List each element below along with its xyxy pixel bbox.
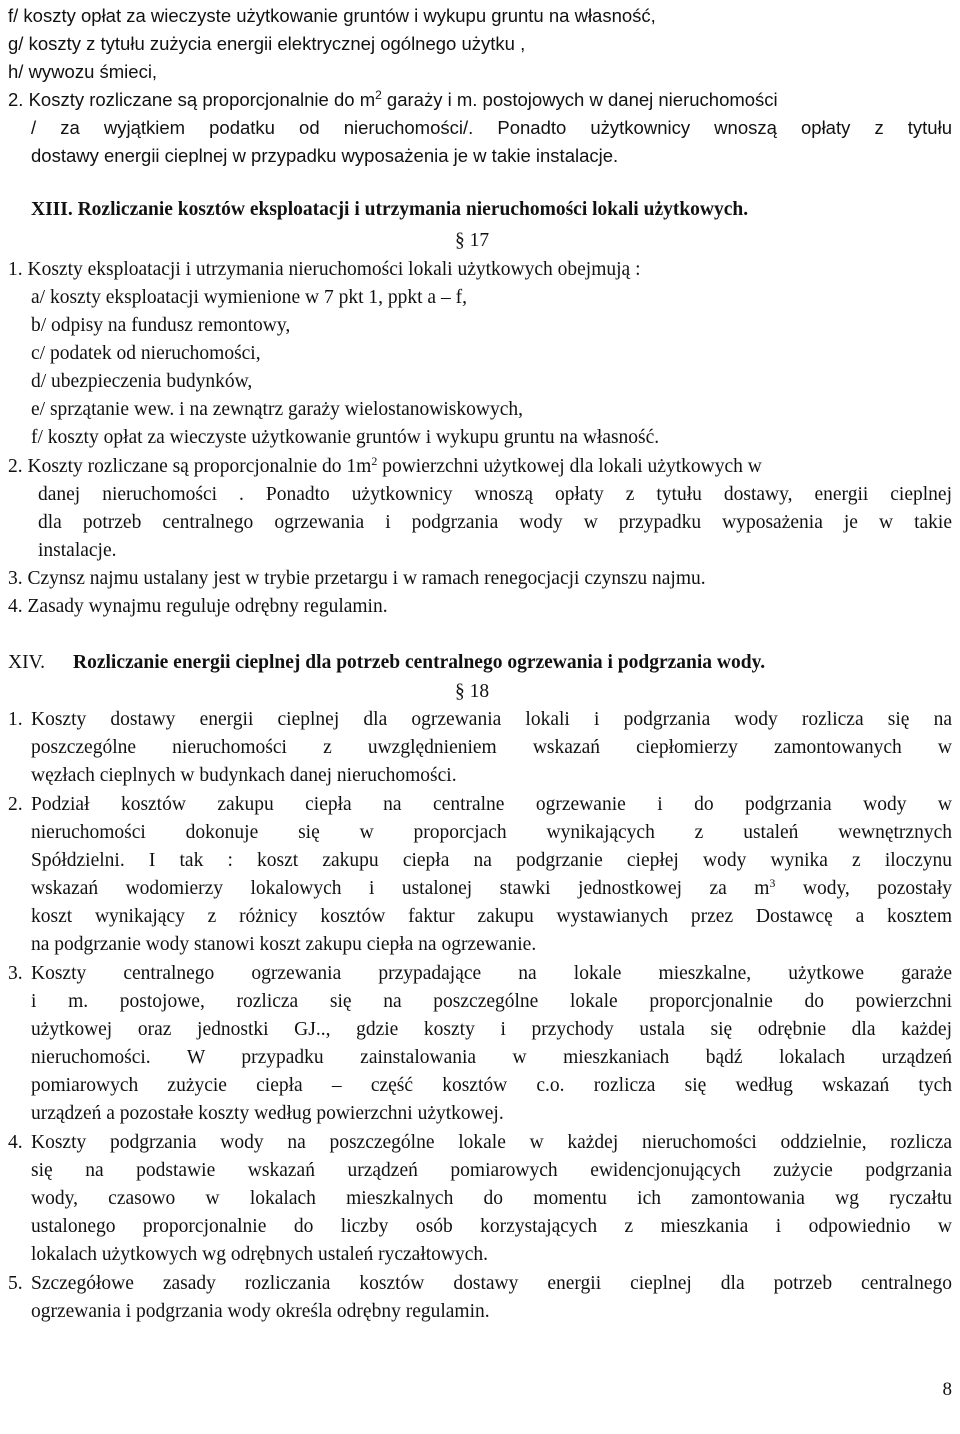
text-line: Koszty centralnego ogrzewania przypadające na lokale mieszkalne, użytkowe garaże: [31, 963, 952, 984]
text-line: Spółdzielni. I tak : koszt zakupu ciepła na podgrzanie ciepłej wody wynika z iloczynu: [31, 850, 952, 871]
section-number: XIV.: [8, 652, 46, 673]
text-line: / za wyjątkiem podatku od nieruchomości/. Ponadto użytkownicy wnoszą opłaty z tytułu: [31, 117, 952, 138]
list-item: [0, 791, 960, 819]
text-line: użytkowej oraz jednostki GJ.., gdzie koszty i przychody ustala się odrębnie dla każdej: [31, 1019, 952, 1040]
item-label: 4.: [8, 1132, 23, 1153]
text-fragment: garaży i m. postojowych w danej nieruchomości: [381, 89, 778, 110]
text-line: nieruchomości dokonuje się w proporcjach wynikających z ustaleń wewnętrznych: [31, 822, 952, 843]
text-line: i m. postojowe, rozlicza się na poszczególne lokale proporcjonalnie do powierzchni: [31, 991, 952, 1012]
text-line: poszczególne nieruchomości z uwzględnieniem wskazań ciepłomierzy zamontowanych w: [31, 737, 952, 758]
text-line: nieruchomości. W przypadku zainstalowania w mieszkaniach bądź lokalach urządzeń: [31, 1047, 952, 1068]
text-line: pomiarowych zużycie ciepła – część kosztów c.o. rozlicza się według wskazań tych: [31, 1075, 952, 1096]
text-line: urządzeń a pozostałe koszty według powierzchni użytkowej.: [31, 1103, 504, 1124]
paragraph-number: § 17: [455, 230, 490, 251]
list-item: e/ sprzątanie wew. i na zewnątrz garaży wielostanowiskowych,: [31, 399, 523, 420]
text-line: ustalonego proporcjonalnie do liczby osób korzystających z mieszkania i odpowiednio w: [31, 1216, 952, 1237]
text-line: danej nieruchomości . Ponadto użytkownicy wnoszą opłaty z tytułu dostawy, energii cieplnej: [38, 484, 952, 505]
text-line: Koszty dostawy energii cieplnej dla ogrzewania lokali i podgrzania wody rozlicza się na: [31, 709, 952, 730]
list-item: d/ ubezpieczenia budynków,: [31, 371, 253, 392]
page-number: 8: [942, 1379, 952, 1400]
text-line: węzłach cieplnych w budynkach danej nieruchomości.: [31, 765, 457, 786]
text-line: Koszty podgrzania wody na poszczególne lokale w każdej nieruchomości oddzielnie, rozlicza: [31, 1132, 952, 1153]
text-line: koszt wynikający z różnicy kosztów faktur zakupu wystawianych przez Dostawcę a kosztem: [31, 906, 952, 927]
text-line: h/ wywozu śmieci,: [8, 61, 158, 82]
section-heading: Rozliczanie energii cieplnej dla potrzeb centralnego ogrzewania i podgrzania wody.: [73, 652, 766, 673]
list-item: c/ podatek od nieruchomości,: [31, 343, 261, 364]
item-label: 5.: [8, 1273, 23, 1294]
text-fragment: 2. Koszty rozliczane są proporcjonalnie do 1m: [8, 456, 372, 477]
text-line: ogrzewania i podgrzania wody określa odrębny regulamin.: [31, 1301, 490, 1322]
text-line: na podgrzanie wody stanowi koszt zakupu ciepła na ogrzewanie.: [31, 934, 537, 955]
superscript: 3: [769, 876, 776, 890]
text-line: [31, 875, 952, 903]
text-fragment: 2. Koszty rozliczane są proporcjonalnie do m: [8, 89, 376, 110]
text-line: 4. Zasady wynajmu reguluje odrębny regulamin.: [8, 596, 388, 617]
item-label: 1.: [8, 709, 23, 730]
text-fragment: wody, pozostały: [775, 878, 952, 899]
list-item: b/ odpisy na fundusz remontowy,: [31, 315, 291, 336]
item-label: 3.: [8, 963, 23, 984]
list-item: [0, 1270, 960, 1298]
text-line: 1. Koszty eksploatacji i utrzymania nieruchomości lokali użytkowych obejmują :: [8, 259, 641, 280]
text-line: [8, 86, 778, 114]
text-line: g/ koszty z tytułu zużycia energii elektrycznej ogólnego użytku ,: [8, 33, 526, 54]
text-line: instalacje.: [38, 540, 117, 561]
text-line: dostawy energii cieplnej w przypadku wyposażenia je w takie instalacje.: [31, 145, 619, 166]
item-label: 2.: [8, 794, 23, 815]
text-line: dla potrzeb centralnego ogrzewania i podgrzania wody w przypadku wyposażenia je w takie: [38, 512, 952, 533]
list-item: [0, 706, 960, 734]
list-item: [0, 960, 960, 988]
list-item: f/ koszty opłat za wieczyste użytkowanie gruntów i wykupu gruntu na własność.: [31, 427, 660, 448]
text-fragment: wskazań wodomierzy lokalowych i ustalonej stawki jednostkowej za m: [31, 878, 770, 899]
text-line: Szczegółowe zasady rozliczania kosztów dostawy energii cieplnej dla potrzeb centralnego: [31, 1273, 952, 1294]
text-line: lokalach użytkowych wg odrębnych ustaleń ryczałtowych.: [31, 1244, 489, 1265]
list-item: [0, 1129, 960, 1157]
text-line: 3. Czynsz najmu ustalany jest w trybie przetargu i w ramach renegocjacji czynszu najmu.: [8, 568, 706, 589]
text-line: [8, 453, 762, 481]
text-line: się na podstawie wskazań urządzeń pomiarowych ewidencjonujących zużycie podgrzania: [31, 1160, 952, 1181]
section-heading: XIII. Rozliczanie kosztów eksploatacji i utrzymania nieruchomości lokali użytkowych.: [31, 199, 749, 220]
text-fragment: powierzchni użytkowej dla lokali użytkowych w: [377, 456, 762, 477]
paragraph-number: § 18: [455, 681, 490, 702]
superscript: 2: [371, 454, 378, 468]
list-item: a/ koszty eksploatacji wymienione w 7 pkt 1, ppkt a – f,: [31, 287, 467, 308]
text-line: Podział kosztów zakupu ciepła na centralne ogrzewanie i do podgrzania wody w: [31, 794, 952, 815]
text-line: wody, czasowo w lokalach mieszkalnych do momentu ich zamontowania wg ryczałtu: [31, 1188, 952, 1209]
text-line: f/ koszty opłat za wieczyste użytkowanie gruntów i wykupu gruntu na własność,: [8, 5, 656, 26]
superscript: 2: [375, 88, 382, 102]
